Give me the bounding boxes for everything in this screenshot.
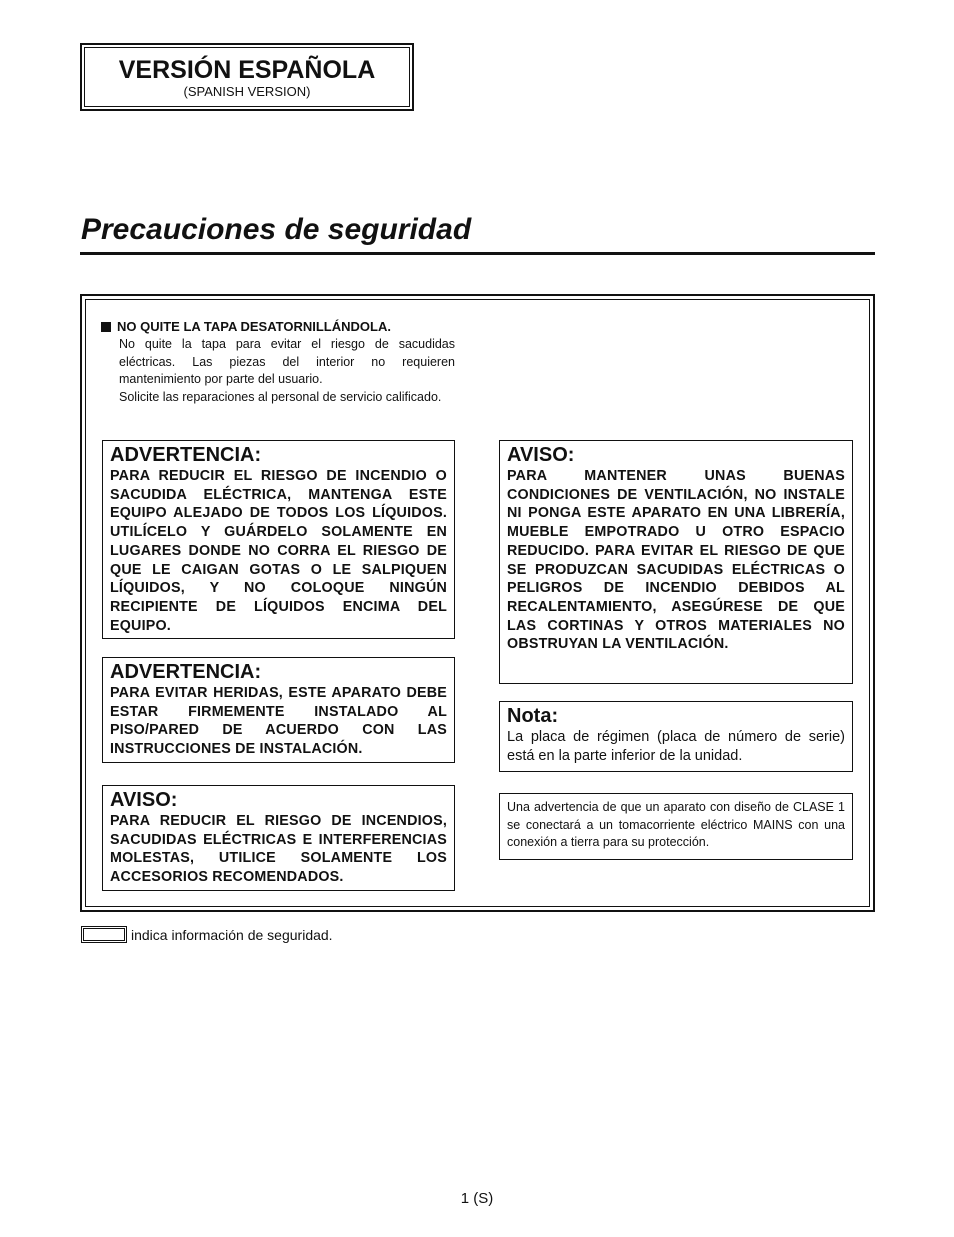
- note-box-body: La placa de régimen (placa de número de serie) está en la parte inferior de la unidad.: [507, 729, 845, 764]
- notice-box-title: AVISO:: [110, 789, 178, 811]
- note-box-title: Nota:: [507, 705, 559, 727]
- page-number: 1 (S): [460, 1190, 494, 1207]
- version-title: VERSIÓN ESPAÑOLA: [118, 56, 376, 84]
- version-subtitle: (SPANISH VERSION): [183, 84, 311, 99]
- version-box: [80, 43, 414, 111]
- note-box-rating-plate: [499, 701, 853, 772]
- warning-box-title: ADVERTENCIA:: [110, 661, 262, 683]
- warning-box-body: PARA REDUCIR EL RIESGO DE INCENDIO O SACUDIDA ELÉCTRICA, MANTENGA ESTE EQUIPO ALEJADO DE TODOS LOS LÍQUIDOS. UTILÍCELO Y GUÁRDELO SOLAMENTE EN LUGARES DONDE NO CORRA EL RIESGO DE QUE LE CAIGAN GOTAS O LE SALPIQUEN LÍQUIDOS, Y NO COLOQUE NINGÚN RECIPIENTE DE LÍQUIDOS ENCIMA DEL EQUIPO.: [110, 468, 447, 634]
- caution-paragraph-1: No quite la tapa para evitar el riesgo de sacudidas eléctricas. Las piezas del interior no requieren mantenimiento por parte del usuario.: [119, 337, 455, 386]
- caution-paragraph-2: Solicite las reparaciones al personal de servicio calificado.: [119, 389, 442, 404]
- notice-box-accessories: [102, 785, 455, 891]
- caution-heading-text: NO QUITE LA TAPA DESATORNILLÁNDOLA.: [117, 319, 391, 334]
- notice-box-body: PARA MANTENER UNAS BUENAS CONDICIONES DE VENTILACIÓN, NO INSTALE NI PONGA ESTE APARATO EN UNA LIBRERÍA, MUEBLE EMPOTRADO U OTRO ESPACIO REDUCIDO. PARA EVITAR EL RIESGO DE QUE SE PRODUZCAN SACUDIDAS ELÉCTRICAS O PELIGROS DE INCENDIO DEBIDOS AL RECALENTAMIENTO, ASEGÚRESE DE QUE LAS CORTINAS Y OTROS MATERIALES NO OBSTRUYAN LA VENTILACIÓN.: [507, 468, 845, 653]
- notice-box-title: AVISO:: [507, 444, 575, 466]
- double-frame-icon: [83, 928, 125, 941]
- warning-box-title: ADVERTENCIA:: [110, 444, 262, 466]
- class1-notice-box: [499, 793, 853, 860]
- caution-block: [101, 318, 455, 406]
- title-rule: [80, 252, 875, 255]
- class1-notice-body: Una advertencia de que un aparato con diseño de CLASE 1 se conectará a un tomacorriente eléctrico MAINS con una conexión a tierra para su protección.: [507, 800, 845, 849]
- square-bullet-icon: [101, 322, 111, 332]
- version-box-inner: [84, 47, 410, 107]
- warning-box-installation: [102, 657, 455, 763]
- warning-box-body: PARA EVITAR HERIDAS, ESTE APARATO DEBE ESTAR FIRMEMENTE INSTALADO AL PISO/PARED DE ACUERDO CON LAS INSTRUCCIONES DE INSTALACIÓN.: [110, 685, 447, 758]
- warning-box-liquids: [102, 440, 455, 639]
- caution-heading: [101, 318, 455, 336]
- safety-legend: [81, 926, 333, 944]
- notice-box-body: PARA REDUCIR EL RIESGO DE INCENDIOS, SACUDIDAS ELÉCTRICAS E INTERFERENCIAS MOLESTAS, UTILICE SOLAMENTE LOS ACCESORIOS RECOMENDADOS.: [110, 813, 447, 886]
- legend-text: indica información de seguridad.: [131, 927, 333, 943]
- notice-box-ventilation: [499, 440, 853, 684]
- caution-body: [119, 336, 455, 406]
- page-title: Precauciones de seguridad: [81, 213, 472, 246]
